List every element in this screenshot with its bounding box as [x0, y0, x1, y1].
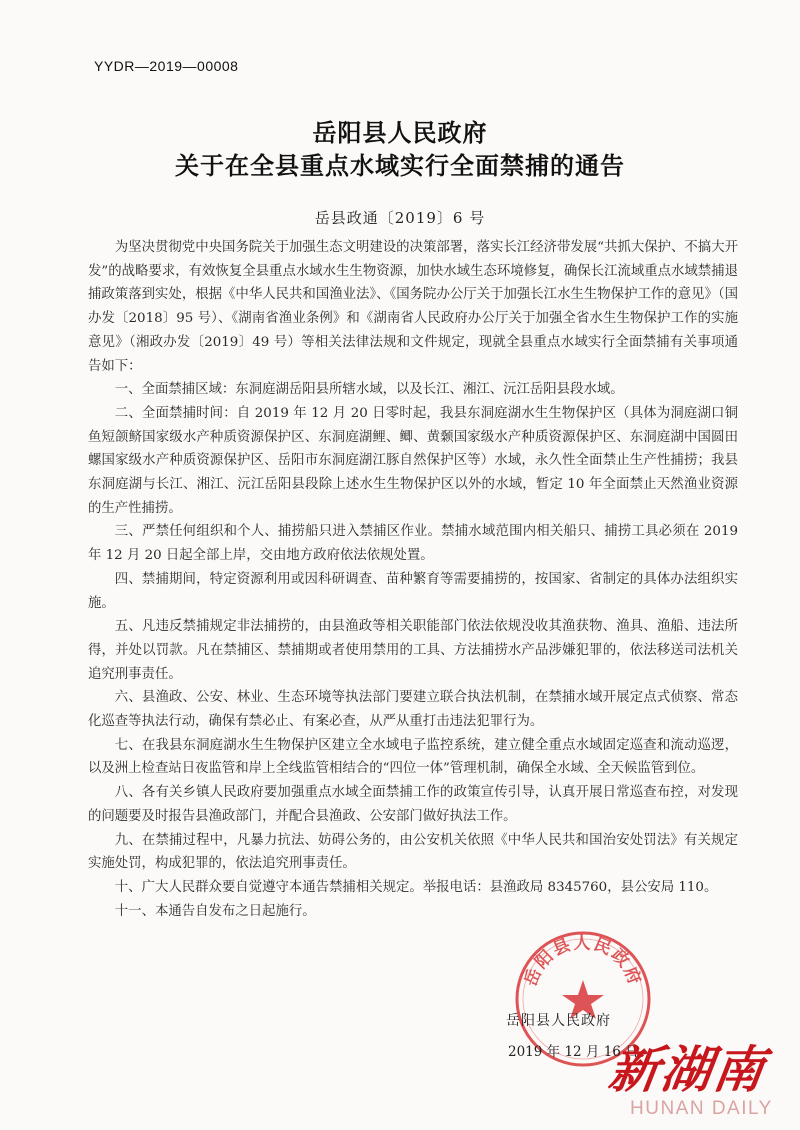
paragraph-item-3: 三、严禁任何组织和个人、捕捞船只进入禁捕区作业。禁捕水域范围内相关船只、捕捞工具必须在 2019 年 12 月 20 日起全部上岸，交由地方政府依法依规处置。 [88, 524, 738, 564]
hunan-daily-wordmark: HUNAN DAILY [630, 1098, 773, 1119]
file-number: 岳县政通〔2019〕6 号 [314, 209, 486, 227]
signature-date: 2019 年 12 月 16 日 [508, 1044, 639, 1060]
paragraph-item-10: 十、广大人民群众要自觉遵守本通告禁捕相关规定。举报电话：县渔政局 8345760，县公安局 110。 [114, 879, 718, 895]
paragraph-item-6: 六、县渔政、公安、林业、生态环境等执法部门要建立联合执法机制，在禁捕水域开展定点式侦察、常态化巡查等执法行动，确保有禁必止、有案必查，从严从重打击违法犯罪行为。 [88, 690, 738, 730]
seal-text: 岳阳县人民政府 [520, 933, 646, 990]
paragraph-item-5: 五、凡违反禁捕规定非法捕捞的，由县渔政等相关职能部门依法依规没收其渔获物、渔具、渔船、违法所得，并处以罚款。凡在禁捕区、禁捕期或者使用禁用的工具、方法捕捞水产品涉嫌犯罪的，依法移送司法机关追究刑事责任。 [88, 619, 738, 682]
paragraph-item-2: 二、全面禁捕时间：自 2019 年 12 月 20 日零时起，我县东洞庭湖水生生物保护区（具体为洞庭湖口铜鱼短颌鲚国家级水产种质资源保护区、东洞庭湖鲤、鲫、黄颡国家级水产种质资源保护区、东洞庭湖中国圆田螺国家级水产种质资源保护区、岳阳市东洞庭湖江豚自然保护区等）水域，永久性全面禁止生产性捕捞；我县东洞庭湖与长江、湘江、沅江岳阳县段除上述水生生物保护区以外的水域，暂定 10 年全面禁止天然渔业资源的生产性捕捞。 [88, 405, 738, 516]
paragraph-item-9: 九、在禁捕过程中，凡暴力抗法、妨碍公务的，由公安机关依照《中华人民共和国治安处罚法》有关规定实施处罚，构成犯罪的，依法追究刑事责任。 [88, 832, 738, 872]
paragraph-item-11: 十一、本通告自发布之日起施行。 [114, 903, 316, 919]
signature-organization: 岳阳县人民政府 [506, 1013, 611, 1029]
title-issuer: 岳阳县人民政府 [312, 119, 488, 147]
document-number: YYDR—2019—00008 [94, 58, 239, 74]
paragraph-item-7: 七、在我县东洞庭湖水生生物保护区建立全水域电子监控系统，建立健全重点水域固定巡查和流动巡逻，以及洲上检查站日夜监管和岸上全线监管相结合的“四位一体”管理机制，确保全水域、全天候监管到位。 [88, 737, 738, 777]
paragraph-preamble: 为坚决贯彻党中央国务院关于加强生态文明建设的决策部署，落实长江经济带发展“共抓大保护、不搞大开发”的战略要求，有效恢复全县重点水域水生生物资源，加快水域生态环境修复，确保长江流域重点水域禁捕退捕政策落到实处，根据《中华人民共和国渔业法》、《国务院办公厅关于加强长江水生生物保护工作的意见》（国办发〔2018〕95 号）、《湖南省渔业条例》和《湖南省人民政府办公厅关于加强全省水生生物保护工作的实施意见》（湘政办发〔2019〕49 号）等相关法律法规和文件规定，现就全县重点水域实行全面禁捕有关事项通告如下： [88, 240, 738, 374]
paragraph-item-8: 八、各有关乡镇人民政府要加强重点水域全面禁捕工作的政策宣传引导，认真开展日常巡查布控，对发现的问题要及时报告县渔政部门，并配合县渔政、公安部门做好执法工作。 [88, 785, 738, 824]
document-body [88, 236, 738, 923]
paragraph-item-4: 四、禁捕期间，特定资源利用或因科研调查、苗种繁育等需要捕捞的，按国家、省制定的具体办法组织实施。 [88, 571, 738, 611]
hunan-daily-logo: 新湖南 [605, 1041, 770, 1099]
paragraph-item-1: 一、全面禁捕区域：东洞庭湖岳阳县所辖水域，以及长江、湘江、沅江岳阳县段水域。 [114, 382, 624, 398]
title-subject: 关于在全县重点水域实行全面禁捕的通告 [175, 152, 625, 180]
